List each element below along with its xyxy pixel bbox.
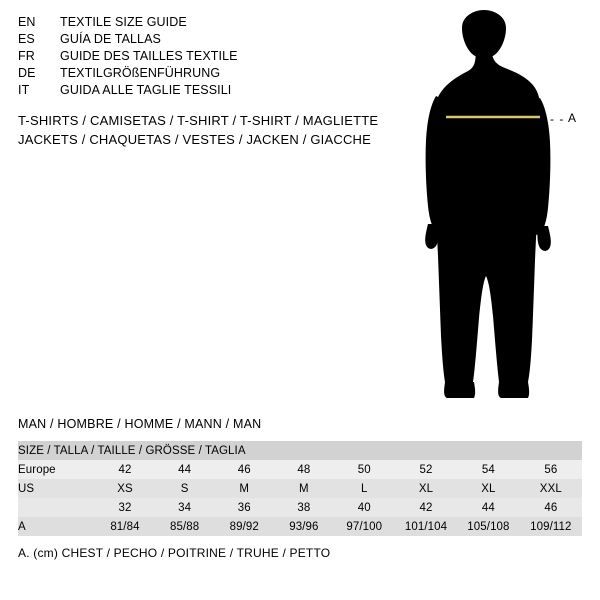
cell: 54 [457,460,519,479]
language-row-en [18,14,378,31]
cell: S [155,479,215,498]
table-row [18,517,582,536]
measure-leader-dots: - - [550,112,565,126]
size-table-wrapper [18,441,582,536]
cell: L [334,479,395,498]
cell: 52 [395,460,457,479]
cell: 46 [214,460,274,479]
cell: M [274,479,334,498]
language-code: FR [18,49,35,63]
language-text: TEXTILGRÖßENFÜHRUNG [60,66,221,80]
table-row [18,460,582,479]
row-label: US [18,479,95,498]
cell: 32 [95,498,155,517]
language-code: EN [18,15,36,29]
cell: 97/100 [334,517,395,536]
language-text: GUIDE DES TAILLES TEXTILE [60,49,238,63]
language-text: GUÍA DE TALLAS [60,32,161,46]
garment-type-list [18,111,418,149]
cell: 44 [457,498,519,517]
language-code: DE [18,66,36,80]
row-label [18,498,95,517]
cell: 40 [334,498,395,517]
cell: 46 [520,498,582,517]
table-section-title: MAN / HOMBRE / HOMME / MANN / MAN [18,417,262,431]
row-label: A [18,517,95,536]
table-row [18,479,582,498]
cell: XL [457,479,519,498]
language-code: IT [18,83,30,97]
language-code: ES [18,32,35,46]
language-row-it [18,82,378,99]
language-row-fr [18,48,378,65]
table-header-label: SIZE / TALLA / TAILLE / GRÖSSE / TAGLIA [18,441,582,460]
language-row-es [18,31,378,48]
language-text: GUIDA ALLE TAGLIE TESSILI [60,83,232,97]
language-text: TEXTILE SIZE GUIDE [60,15,187,29]
language-list [18,14,378,99]
cell: XS [95,479,155,498]
cell: 38 [274,498,334,517]
garment-line-jackets: JACKETS / CHAQUETAS / VESTES / JACKEN / GIACCHE [18,132,372,147]
cell: 101/104 [395,517,457,536]
cell: 42 [95,460,155,479]
size-table [18,441,582,536]
cell: 105/108 [457,517,519,536]
body-silhouette-figure [400,10,600,410]
cell: 56 [520,460,582,479]
cell: XL [395,479,457,498]
cell: 109/112 [520,517,582,536]
cell: 36 [214,498,274,517]
table-header-row [18,441,582,460]
cell: 48 [274,460,334,479]
language-row-de [18,65,378,82]
chest-footnote: A. (cm) CHEST / PECHO / POITRINE / TRUHE / PETTO [18,546,331,560]
cell: 42 [395,498,457,517]
row-label: Europe [18,460,95,479]
measure-marker-label: A [568,111,577,125]
male-silhouette-icon [400,10,600,410]
cell: 89/92 [214,517,274,536]
garment-line-tshirts: T-SHIRTS / CAMISETAS / T-SHIRT / T-SHIRT / MAGLIETTE [18,113,379,128]
cell: 34 [155,498,215,517]
cell: 50 [334,460,395,479]
cell: 81/84 [95,517,155,536]
cell: 93/96 [274,517,334,536]
cell: 85/88 [155,517,215,536]
cell: 44 [155,460,215,479]
table-row [18,498,582,517]
cell: M [214,479,274,498]
cell: XXL [520,479,582,498]
